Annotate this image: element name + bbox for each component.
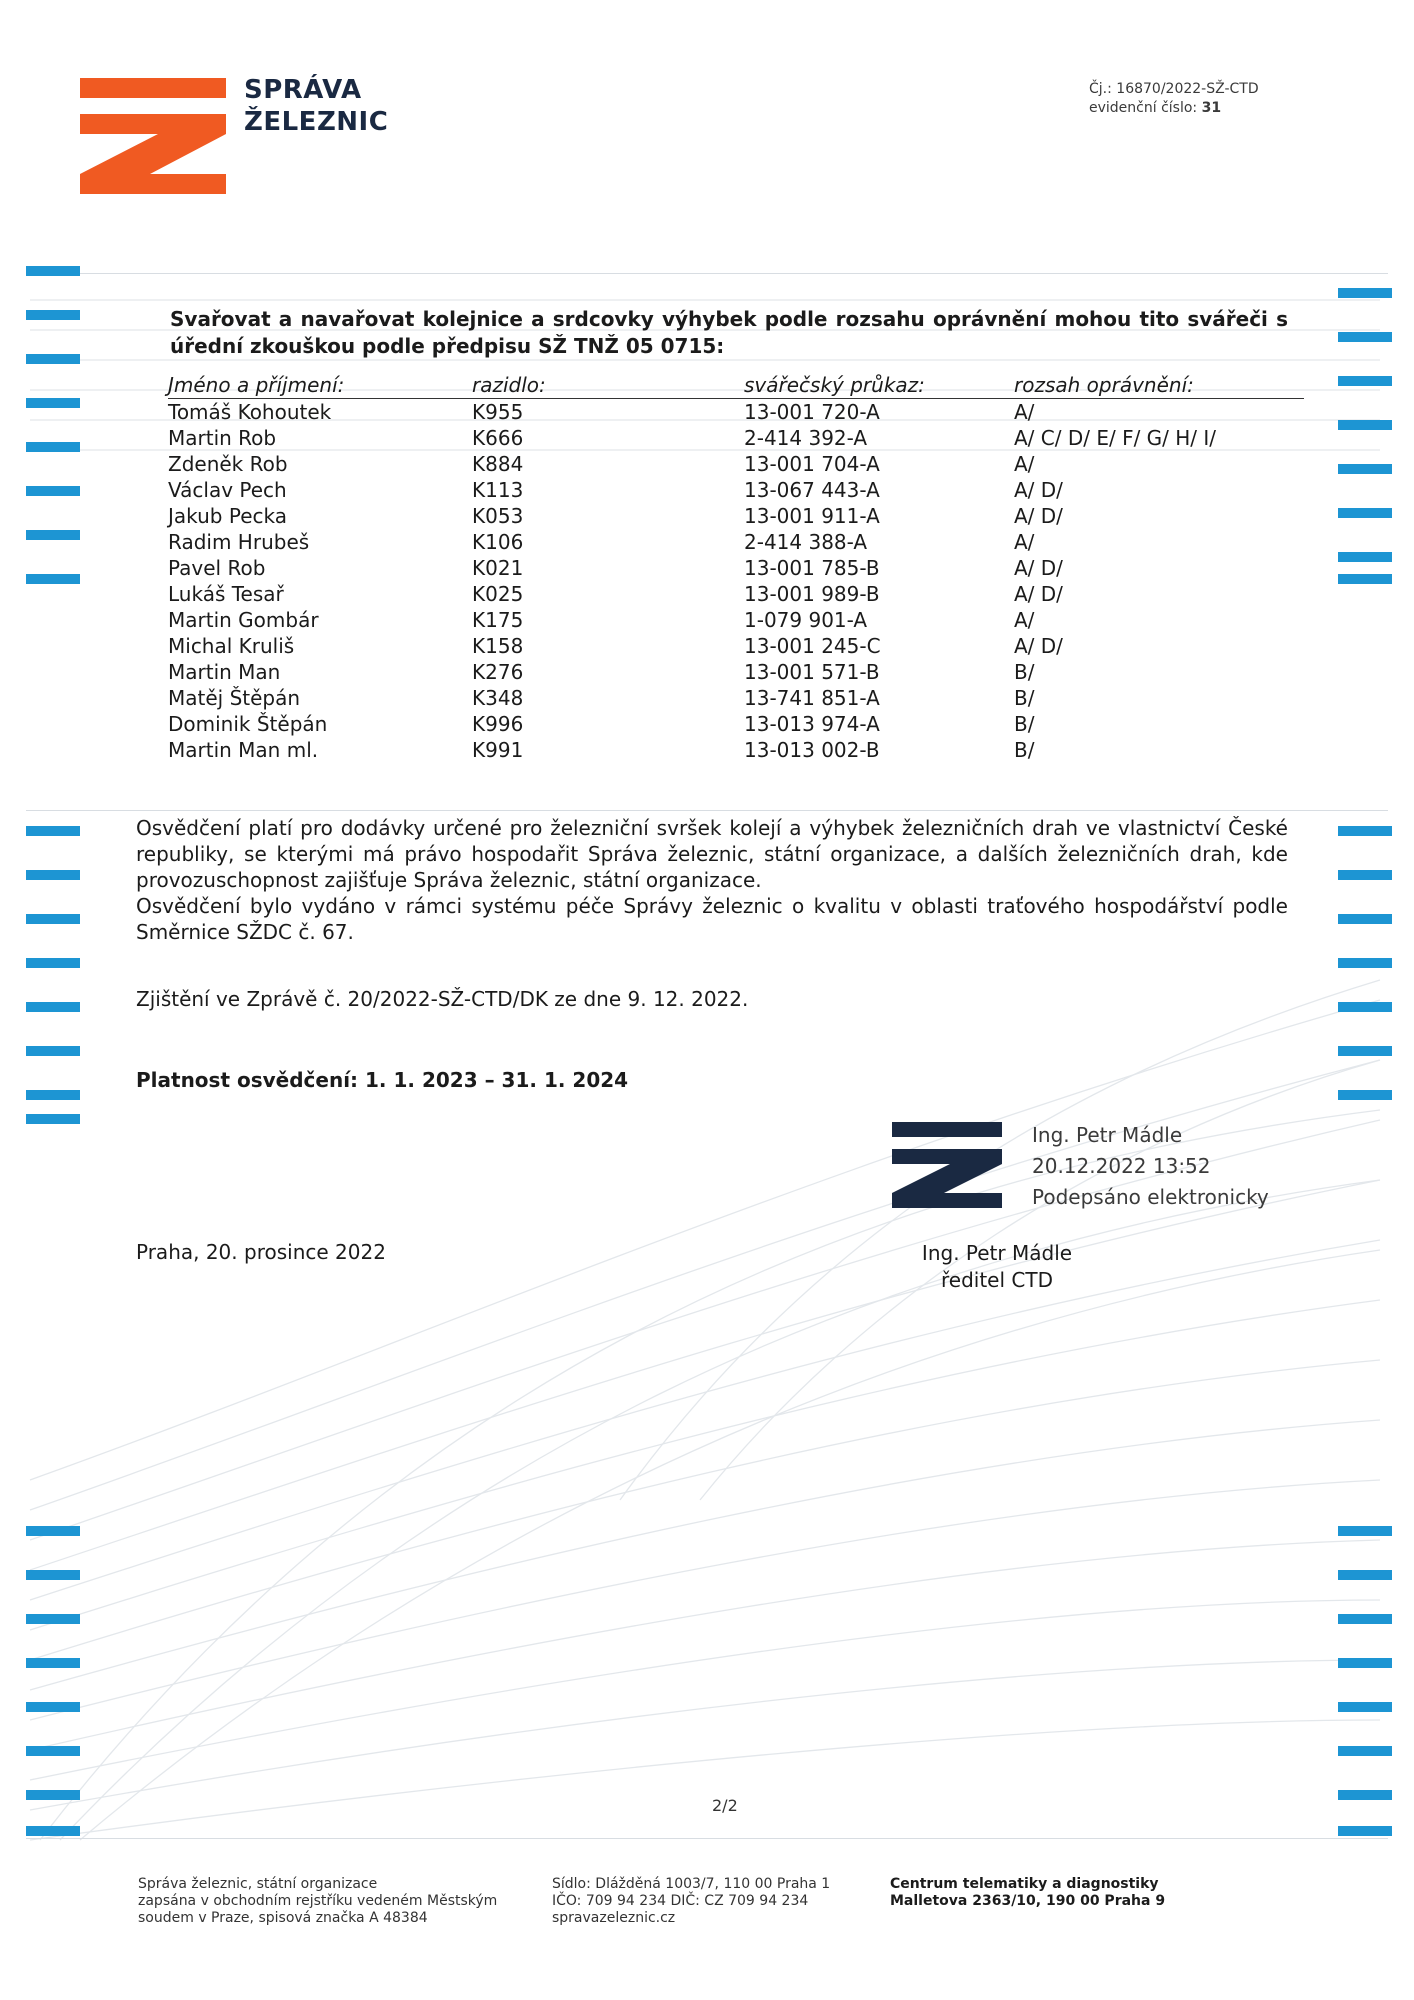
- cell-stamp: K666: [472, 426, 524, 450]
- table-row: [168, 425, 1304, 451]
- footer-organization: [138, 1876, 497, 1927]
- cell-name: Tomáš Kohoutek: [168, 400, 332, 424]
- cell-name: Pavel Rob: [168, 556, 266, 580]
- table-row: [168, 659, 1304, 685]
- table-row: [168, 477, 1304, 503]
- evidence-number-line: [1089, 99, 1259, 118]
- footer-line: Sídlo: Dlážděná 1003/7, 110 00 Praha 1: [552, 1876, 831, 1892]
- signature-logo-mark: [892, 1122, 1002, 1208]
- finding-reference: Zjištění ve Zprávě č. 20/2022-SŽ-CTD/DK ze dne 9. 12. 2022.: [136, 987, 749, 1011]
- cell-name: Martin Rob: [168, 426, 277, 450]
- electronic-signature: [1032, 1120, 1269, 1213]
- cell-license: 2-414 388-A: [744, 530, 868, 554]
- evidence-label: evidenční číslo:: [1089, 100, 1198, 116]
- cell-name: Lukáš Tesař: [168, 582, 284, 606]
- logo-line-2: ŽELEZNIC: [244, 107, 389, 137]
- signatory-name: Ing. Petr Mádle: [921, 1241, 1073, 1265]
- page-number: 2/2: [712, 1796, 738, 1815]
- esignature-datetime: 20.12.2022 13:52: [1032, 1154, 1211, 1178]
- cell-stamp: K053: [472, 504, 524, 528]
- footer-line: Centrum telematiky a diagnostiky: [890, 1876, 1159, 1892]
- top-rule: [26, 273, 1388, 274]
- cell-name: Martin Gombár: [168, 608, 319, 632]
- reference-number: Čj.: 16870/2022-SŽ-CTD: [1089, 81, 1259, 97]
- cell-stamp: K113: [472, 478, 524, 502]
- cell-license: 1-079 901-A: [744, 608, 868, 632]
- table-header-row: [168, 372, 1304, 399]
- cell-scope: B/: [1014, 738, 1035, 762]
- cell-license: 13-013 974-A: [744, 712, 880, 736]
- cell-stamp: K276: [472, 660, 524, 684]
- cell-name: Zdeněk Rob: [168, 452, 288, 476]
- table-row: [168, 503, 1304, 529]
- cell-scope: A/ C/ D/ E/ F/ G/ H/ I/: [1014, 426, 1217, 450]
- header-license: svářečský průkaz:: [744, 372, 1014, 399]
- cell-name: Radim Hrubeš: [168, 530, 310, 554]
- welders-table: [168, 372, 1304, 763]
- cell-scope: A/: [1014, 452, 1035, 476]
- cell-license: 13-001 911-A: [744, 504, 880, 528]
- cell-name: Dominik Štěpán: [168, 712, 328, 736]
- header-name: Jméno a příjmení:: [168, 372, 472, 399]
- cell-scope: B/: [1014, 660, 1035, 684]
- cell-name: Martin Man: [168, 660, 281, 684]
- cell-scope: B/: [1014, 686, 1035, 710]
- footer-website[interactable]: spravazeleznic.cz: [552, 1910, 676, 1926]
- cell-license: 13-001 785-B: [744, 556, 880, 580]
- cell-name: Martin Man ml.: [168, 738, 319, 762]
- table-row: [168, 607, 1304, 633]
- cell-scope: A/: [1014, 530, 1035, 554]
- table-row: [168, 399, 1304, 426]
- table-row: [168, 581, 1304, 607]
- cell-license: 13-013 002-B: [744, 738, 880, 762]
- cell-name: Jakub Pecka: [168, 504, 287, 528]
- footer-line: IČO: 709 94 234 DIČ: CZ 709 94 234: [552, 1893, 809, 1909]
- table-row: [168, 529, 1304, 555]
- logo-line-1: SPRÁVA: [244, 75, 362, 105]
- cell-license: 13-001 989-B: [744, 582, 880, 606]
- footer-line: soudem v Praze, spisová značka A 48384: [138, 1910, 428, 1926]
- cell-scope: A/: [1014, 608, 1035, 632]
- cell-scope: A/ D/: [1014, 556, 1063, 580]
- cell-scope: A/ D/: [1014, 582, 1063, 606]
- cell-name: Václav Pech: [168, 478, 287, 502]
- cell-stamp: K996: [472, 712, 524, 736]
- evidence-value: 31: [1201, 100, 1222, 116]
- cell-stamp: K106: [472, 530, 524, 554]
- footer-line: Malletova 2363/10, 190 00 Praha 9: [890, 1893, 1166, 1909]
- bottom-rule: [26, 1838, 1388, 1839]
- footer-division: [890, 1876, 1165, 1910]
- cell-license: 13-001 704-A: [744, 452, 880, 476]
- cell-license: 13-067 443-A: [744, 478, 880, 502]
- intro-statement: Svařovat a navařovat kolejnice a srdcovky výhybek podle rozsahu oprávnění mohou tito svářeči s úřední zkouškou podle předpisu SŽ TNŽ 05 0715:: [170, 307, 1288, 358]
- cell-stamp: K025: [472, 582, 524, 606]
- signatory-title: ředitel CTD: [941, 1268, 1053, 1292]
- table-row: [168, 711, 1304, 737]
- logo-wordmark: [244, 74, 388, 138]
- cell-scope: B/: [1014, 712, 1035, 736]
- table-row: [168, 737, 1304, 763]
- footer-line: zapsána v obchodním rejstříku vedeném Městským: [138, 1893, 498, 1909]
- esignature-note: Podepsáno elektronicky: [1032, 1185, 1269, 1209]
- table-row: [168, 451, 1304, 477]
- cell-license: 13-001 245-C: [744, 634, 881, 658]
- cell-stamp: K175: [472, 608, 524, 632]
- cell-license: 2-414 392-A: [744, 426, 868, 450]
- issuance-paragraph: Osvědčení bylo vydáno v rámci systému péče Správy železnic o kvalitu v oblasti traťového hospodářství podle Směrnice SŽDC č. 67.: [136, 894, 1288, 944]
- cell-stamp: K884: [472, 452, 524, 476]
- place-and-date: Praha, 20. prosince 2022: [136, 1240, 386, 1264]
- cell-stamp: K348: [472, 686, 524, 710]
- cell-scope: A/ D/: [1014, 478, 1063, 502]
- header-scope: rozsah oprávnění:: [1014, 372, 1304, 399]
- cell-scope: A/ D/: [1014, 504, 1063, 528]
- table-row: [168, 633, 1304, 659]
- cell-scope: A/ D/: [1014, 634, 1063, 658]
- cell-name: Matěj Štěpán: [168, 686, 301, 710]
- validity-scope-paragraph: Osvědčení platí pro dodávky určené pro železniční svršek kolejí a výhybek železničních drah ve vlastnictví České republiky, se kterými má právo hospodařit Správa železnic, státní organizace, a dalších železničních drah, kde provozuschopnost zajišťuje Správa železnic, státní organizace.: [136, 816, 1288, 892]
- mid-rule: [26, 810, 1388, 811]
- table-row: [168, 685, 1304, 711]
- table-row: [168, 555, 1304, 581]
- cell-scope: A/: [1014, 400, 1035, 424]
- cell-name: Michal Kruliš: [168, 634, 295, 658]
- esignature-name: Ing. Petr Mádle: [1032, 1123, 1183, 1147]
- footer-address: [552, 1876, 830, 1927]
- footer-line: Správa železnic, státní organizace: [138, 1876, 378, 1892]
- logo-mark: [80, 78, 226, 194]
- header-stamp: razidlo:: [472, 372, 744, 399]
- cell-stamp: K158: [472, 634, 524, 658]
- cell-license: 13-741 851-A: [744, 686, 880, 710]
- signatory: [912, 1240, 1082, 1294]
- cell-license: 13-001 720-A: [744, 400, 880, 424]
- cell-stamp: K991: [472, 738, 524, 762]
- cell-stamp: K021: [472, 556, 524, 580]
- validity-period: Platnost osvědčení: 1. 1. 2023 – 31. 1. 2024: [136, 1068, 629, 1092]
- document-reference: [1089, 80, 1259, 118]
- cell-stamp: K955: [472, 400, 524, 424]
- cell-license: 13-001 571-B: [744, 660, 880, 684]
